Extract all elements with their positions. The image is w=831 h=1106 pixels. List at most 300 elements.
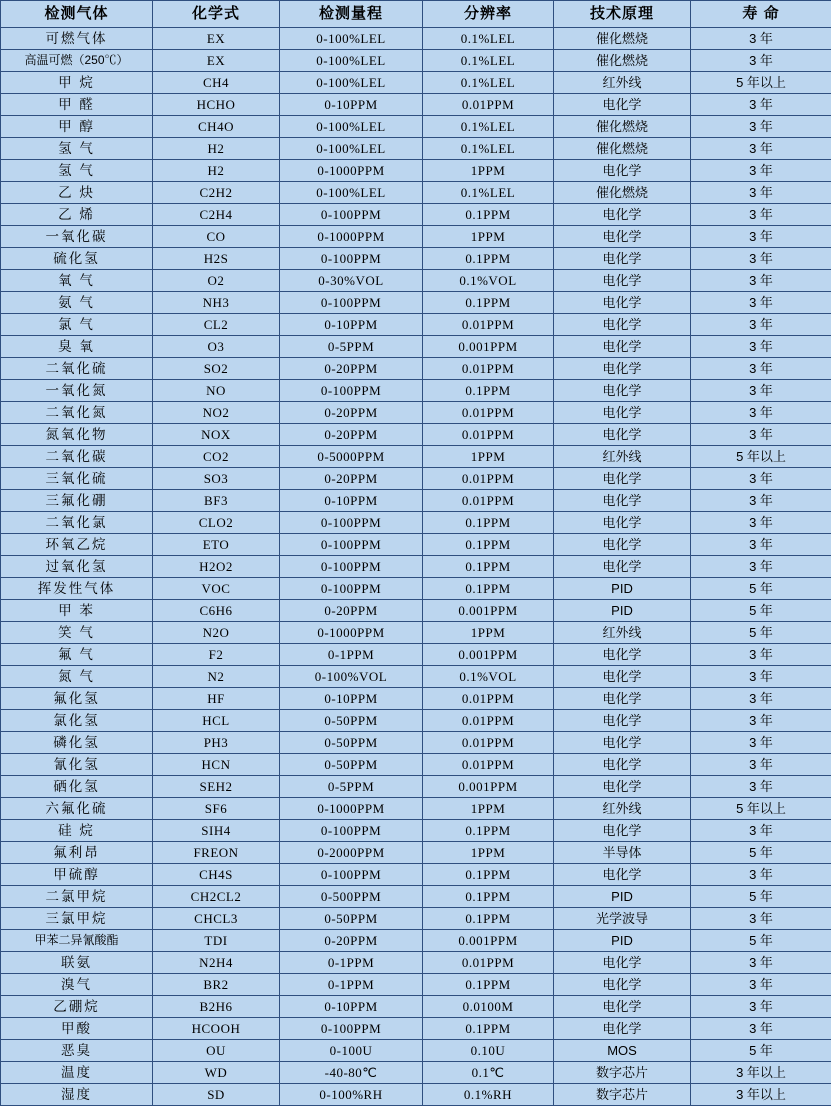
cell-formula: HF xyxy=(153,688,280,710)
table-row xyxy=(1,644,831,666)
cell-formula: HCL xyxy=(153,710,280,732)
cell-resolution: 0.1PPM xyxy=(423,578,554,600)
cell-gas: 环氧乙烷 xyxy=(1,534,153,556)
cell-resolution: 1PPM xyxy=(423,446,554,468)
table-row xyxy=(1,402,831,424)
cell-lifetime: 3 年 xyxy=(691,754,831,776)
cell-resolution: 0.01PPM xyxy=(423,314,554,336)
cell-resolution: 0.001PPM xyxy=(423,336,554,358)
cell-formula: SO2 xyxy=(153,358,280,380)
cell-principle: 电化学 xyxy=(554,864,691,886)
cell-principle: 光学波导 xyxy=(554,908,691,930)
cell-resolution: 0.1%VOL xyxy=(423,270,554,292)
cell-gas: 联氨 xyxy=(1,952,153,974)
cell-resolution: 0.01PPM xyxy=(423,490,554,512)
cell-range: 0-10PPM xyxy=(280,94,423,116)
cell-principle: 电化学 xyxy=(554,314,691,336)
cell-principle: 电化学 xyxy=(554,160,691,182)
cell-lifetime: 3 年 xyxy=(691,50,831,72)
cell-lifetime: 3 年 xyxy=(691,116,831,138)
cell-lifetime: 3 年 xyxy=(691,512,831,534)
table-row xyxy=(1,160,831,182)
cell-formula: BR2 xyxy=(153,974,280,996)
cell-gas: 溴气 xyxy=(1,974,153,996)
cell-gas: 氟化氢 xyxy=(1,688,153,710)
cell-lifetime: 3 年 xyxy=(691,666,831,688)
cell-formula: H2 xyxy=(153,160,280,182)
cell-principle: 红外线 xyxy=(554,72,691,94)
cell-formula: N2H4 xyxy=(153,952,280,974)
cell-principle: 电化学 xyxy=(554,468,691,490)
cell-formula: WD xyxy=(153,1062,280,1084)
cell-resolution: 0.10U xyxy=(423,1040,554,1062)
cell-gas: 二氧化硫 xyxy=(1,358,153,380)
cell-gas: 氢 气 xyxy=(1,160,153,182)
cell-formula: CHCL3 xyxy=(153,908,280,930)
cell-lifetime: 3 年 xyxy=(691,292,831,314)
cell-lifetime: 3 年 xyxy=(691,160,831,182)
cell-lifetime: 5 年 xyxy=(691,578,831,600)
table-row xyxy=(1,1018,831,1040)
cell-range: 0-1000PPM xyxy=(280,160,423,182)
cell-principle: 红外线 xyxy=(554,798,691,820)
cell-principle: 红外线 xyxy=(554,446,691,468)
cell-principle: 电化学 xyxy=(554,710,691,732)
cell-resolution: 0.01PPM xyxy=(423,468,554,490)
cell-resolution: 1PPM xyxy=(423,842,554,864)
cell-range: 0-100PPM xyxy=(280,248,423,270)
cell-formula: BF3 xyxy=(153,490,280,512)
cell-resolution: 0.01PPM xyxy=(423,94,554,116)
cell-principle: 催化燃烧 xyxy=(554,182,691,204)
cell-resolution: 0.1PPM xyxy=(423,864,554,886)
cell-range: 0-5000PPM xyxy=(280,446,423,468)
cell-lifetime: 5 年以上 xyxy=(691,446,831,468)
cell-principle: 数字芯片 xyxy=(554,1062,691,1084)
cell-resolution: 0.1%LEL xyxy=(423,138,554,160)
cell-principle: 电化学 xyxy=(554,644,691,666)
cell-gas: 三氧化硫 xyxy=(1,468,153,490)
cell-formula: N2O xyxy=(153,622,280,644)
column-header-formula: 化学式 xyxy=(153,1,280,28)
cell-gas: 氢 气 xyxy=(1,138,153,160)
cell-lifetime: 3 年 xyxy=(691,1018,831,1040)
cell-range: 0-100PPM xyxy=(280,534,423,556)
cell-principle: 电化学 xyxy=(554,688,691,710)
cell-range: 0-100%LEL xyxy=(280,138,423,160)
cell-lifetime: 3 年 xyxy=(691,380,831,402)
cell-range: 0-20PPM xyxy=(280,600,423,622)
table-row xyxy=(1,226,831,248)
table-row xyxy=(1,380,831,402)
table-row xyxy=(1,754,831,776)
cell-formula: O3 xyxy=(153,336,280,358)
cell-range: 0-1000PPM xyxy=(280,798,423,820)
cell-resolution: 0.1PPM xyxy=(423,292,554,314)
cell-lifetime: 3 年 xyxy=(691,864,831,886)
cell-formula: NOX xyxy=(153,424,280,446)
cell-resolution: 0.1PPM xyxy=(423,204,554,226)
table-row xyxy=(1,292,831,314)
cell-resolution: 0.01PPM xyxy=(423,710,554,732)
cell-range: 0-10PPM xyxy=(280,996,423,1018)
table-row xyxy=(1,952,831,974)
cell-formula: C6H6 xyxy=(153,600,280,622)
column-header-lifetime: 寿 命 xyxy=(691,1,831,28)
table-row xyxy=(1,732,831,754)
cell-resolution: 0.01PPM xyxy=(423,402,554,424)
cell-formula: H2O2 xyxy=(153,556,280,578)
cell-lifetime: 3 年 xyxy=(691,248,831,270)
cell-formula: FREON xyxy=(153,842,280,864)
cell-resolution: 1PPM xyxy=(423,798,554,820)
cell-formula: HCN xyxy=(153,754,280,776)
cell-gas: 甲 烷 xyxy=(1,72,153,94)
cell-resolution: 0.1PPM xyxy=(423,534,554,556)
cell-principle: 电化学 xyxy=(554,292,691,314)
table-row xyxy=(1,490,831,512)
cell-gas: 硒化氢 xyxy=(1,776,153,798)
cell-gas: 温度 xyxy=(1,1062,153,1084)
cell-range: 0-100%LEL xyxy=(280,72,423,94)
cell-resolution: 1PPM xyxy=(423,160,554,182)
table-row xyxy=(1,270,831,292)
cell-gas: 氯化氢 xyxy=(1,710,153,732)
cell-gas: 氮氧化物 xyxy=(1,424,153,446)
cell-gas: 氟利昂 xyxy=(1,842,153,864)
cell-principle: 电化学 xyxy=(554,534,691,556)
cell-lifetime: 5 年 xyxy=(691,886,831,908)
cell-gas: 甲硫醇 xyxy=(1,864,153,886)
cell-gas: 氮 气 xyxy=(1,666,153,688)
cell-range: 0-1000PPM xyxy=(280,226,423,248)
table-header-row xyxy=(1,1,831,28)
cell-lifetime: 3 年 xyxy=(691,534,831,556)
cell-gas: 氰化氢 xyxy=(1,754,153,776)
cell-principle: 电化学 xyxy=(554,732,691,754)
cell-range: 0-100%LEL xyxy=(280,116,423,138)
table-row xyxy=(1,1084,831,1106)
cell-formula: H2 xyxy=(153,138,280,160)
cell-resolution: 0.001PPM xyxy=(423,600,554,622)
cell-gas: 氯 气 xyxy=(1,314,153,336)
cell-lifetime: 5 年 xyxy=(691,622,831,644)
table-row xyxy=(1,930,831,952)
cell-principle: 电化学 xyxy=(554,820,691,842)
cell-formula: CLO2 xyxy=(153,512,280,534)
cell-formula: NH3 xyxy=(153,292,280,314)
cell-gas: 磷化氢 xyxy=(1,732,153,754)
cell-gas: 甲 醇 xyxy=(1,116,153,138)
cell-principle: 电化学 xyxy=(554,974,691,996)
cell-principle: 电化学 xyxy=(554,226,691,248)
cell-lifetime: 3 年 xyxy=(691,358,831,380)
table-row xyxy=(1,710,831,732)
cell-gas: 硅 烷 xyxy=(1,820,153,842)
cell-range: 0-20PPM xyxy=(280,468,423,490)
table-row xyxy=(1,248,831,270)
cell-range: 0-10PPM xyxy=(280,688,423,710)
cell-lifetime: 3 年 xyxy=(691,336,831,358)
cell-gas: 氧 气 xyxy=(1,270,153,292)
cell-gas: 二氧化氯 xyxy=(1,512,153,534)
cell-principle: 电化学 xyxy=(554,776,691,798)
table-row xyxy=(1,468,831,490)
cell-resolution: 0.01PPM xyxy=(423,688,554,710)
cell-lifetime: 3 年 xyxy=(691,908,831,930)
cell-range: 0-50PPM xyxy=(280,754,423,776)
cell-resolution: 0.1%LEL xyxy=(423,116,554,138)
cell-principle: 电化学 xyxy=(554,336,691,358)
cell-gas: 乙硼烷 xyxy=(1,996,153,1018)
cell-formula: O2 xyxy=(153,270,280,292)
cell-resolution: 0.01PPM xyxy=(423,732,554,754)
cell-range: 0-30%VOL xyxy=(280,270,423,292)
cell-lifetime: 5 年以上 xyxy=(691,798,831,820)
cell-lifetime: 3 年 xyxy=(691,820,831,842)
cell-formula: EX xyxy=(153,28,280,50)
cell-lifetime: 5 年以上 xyxy=(691,72,831,94)
cell-range: 0-5PPM xyxy=(280,336,423,358)
cell-gas: 乙 炔 xyxy=(1,182,153,204)
table-row xyxy=(1,94,831,116)
cell-gas: 笑 气 xyxy=(1,622,153,644)
cell-principle: 电化学 xyxy=(554,952,691,974)
cell-lifetime: 3 年 xyxy=(691,138,831,160)
cell-range: 0-1PPM xyxy=(280,974,423,996)
cell-formula: H2S xyxy=(153,248,280,270)
cell-resolution: 0.1%LEL xyxy=(423,72,554,94)
cell-resolution: 0.001PPM xyxy=(423,776,554,798)
cell-lifetime: 3 年以上 xyxy=(691,1062,831,1084)
cell-principle: 红外线 xyxy=(554,622,691,644)
cell-formula: TDI xyxy=(153,930,280,952)
cell-lifetime: 3 年 xyxy=(691,556,831,578)
cell-range: 0-100PPM xyxy=(280,204,423,226)
cell-principle: 电化学 xyxy=(554,556,691,578)
cell-gas: 一氧化碳 xyxy=(1,226,153,248)
table-row xyxy=(1,28,831,50)
cell-formula: OU xyxy=(153,1040,280,1062)
cell-lifetime: 3 年 xyxy=(691,402,831,424)
cell-lifetime: 3 年 xyxy=(691,182,831,204)
cell-gas: 高温可燃（250℃） xyxy=(1,50,153,72)
table-row xyxy=(1,820,831,842)
cell-lifetime: 3 年 xyxy=(691,28,831,50)
cell-formula: N2 xyxy=(153,666,280,688)
cell-lifetime: 3 年 xyxy=(691,688,831,710)
cell-lifetime: 3 年 xyxy=(691,226,831,248)
cell-principle: 电化学 xyxy=(554,204,691,226)
cell-principle: 电化学 xyxy=(554,94,691,116)
cell-resolution: 0.1%LEL xyxy=(423,50,554,72)
cell-resolution: 0.01PPM xyxy=(423,424,554,446)
cell-lifetime: 5 年 xyxy=(691,930,831,952)
cell-resolution: 0.1PPM xyxy=(423,886,554,908)
cell-resolution: 0.1PPM xyxy=(423,1018,554,1040)
cell-gas: 一氧化氮 xyxy=(1,380,153,402)
cell-principle: 电化学 xyxy=(554,490,691,512)
cell-range: 0-5PPM xyxy=(280,776,423,798)
cell-formula: B2H6 xyxy=(153,996,280,1018)
cell-principle: PID xyxy=(554,578,691,600)
cell-principle: 数字芯片 xyxy=(554,1084,691,1106)
table-row xyxy=(1,424,831,446)
table-row xyxy=(1,886,831,908)
cell-principle: 电化学 xyxy=(554,512,691,534)
table-row xyxy=(1,446,831,468)
cell-gas: 三氟化硼 xyxy=(1,490,153,512)
cell-range: 0-100%LEL xyxy=(280,50,423,72)
table-row xyxy=(1,622,831,644)
cell-range: 0-100PPM xyxy=(280,578,423,600)
cell-gas: 过氧化氢 xyxy=(1,556,153,578)
cell-range: 0-100PPM xyxy=(280,556,423,578)
cell-range: 0-20PPM xyxy=(280,424,423,446)
cell-resolution: 0.1%RH xyxy=(423,1084,554,1106)
cell-resolution: 0.01PPM xyxy=(423,754,554,776)
cell-gas: 甲 苯 xyxy=(1,600,153,622)
table-row xyxy=(1,842,831,864)
cell-resolution: 0.1PPM xyxy=(423,248,554,270)
cell-range: 0-50PPM xyxy=(280,908,423,930)
table-row xyxy=(1,688,831,710)
cell-lifetime: 3 年 xyxy=(691,490,831,512)
cell-principle: 半导体 xyxy=(554,842,691,864)
cell-principle: 电化学 xyxy=(554,380,691,402)
cell-lifetime: 3 年 xyxy=(691,952,831,974)
cell-resolution: 0.1PPM xyxy=(423,974,554,996)
cell-range: 0-1PPM xyxy=(280,644,423,666)
table-row xyxy=(1,204,831,226)
cell-formula: HCHO xyxy=(153,94,280,116)
column-header-principle: 技术原理 xyxy=(554,1,691,28)
cell-range: 0-100%LEL xyxy=(280,28,423,50)
cell-principle: PID xyxy=(554,930,691,952)
table-row xyxy=(1,138,831,160)
cell-range: 0-100PPM xyxy=(280,864,423,886)
cell-range: 0-50PPM xyxy=(280,710,423,732)
table-row xyxy=(1,1040,831,1062)
cell-principle: 催化燃烧 xyxy=(554,116,691,138)
cell-lifetime: 3 年 xyxy=(691,94,831,116)
table-row xyxy=(1,534,831,556)
cell-principle: MOS xyxy=(554,1040,691,1062)
cell-resolution: 0.1PPM xyxy=(423,380,554,402)
cell-lifetime: 3 年 xyxy=(691,776,831,798)
cell-range: 0-100PPM xyxy=(280,292,423,314)
cell-range: 0-50PPM xyxy=(280,732,423,754)
cell-gas: 湿度 xyxy=(1,1084,153,1106)
cell-range: 0-1PPM xyxy=(280,952,423,974)
cell-resolution: 0.01PPM xyxy=(423,358,554,380)
table-row xyxy=(1,336,831,358)
cell-gas: 氨 气 xyxy=(1,292,153,314)
cell-principle: 催化燃烧 xyxy=(554,138,691,160)
cell-gas: 臭 氧 xyxy=(1,336,153,358)
cell-gas: 二氧化碳 xyxy=(1,446,153,468)
cell-range: 0-10PPM xyxy=(280,490,423,512)
cell-lifetime: 3 年 xyxy=(691,974,831,996)
table-row xyxy=(1,996,831,1018)
cell-formula: F2 xyxy=(153,644,280,666)
cell-formula: ETO xyxy=(153,534,280,556)
cell-range: 0-100%RH xyxy=(280,1084,423,1106)
table-row xyxy=(1,556,831,578)
cell-lifetime: 3 年以上 xyxy=(691,1084,831,1106)
cell-resolution: 0.1%LEL xyxy=(423,28,554,50)
column-header-gas: 检测气体 xyxy=(1,1,153,28)
cell-gas: 三氯甲烷 xyxy=(1,908,153,930)
cell-lifetime: 3 年 xyxy=(691,710,831,732)
cell-resolution: 0.001PPM xyxy=(423,930,554,952)
cell-range: -40-80℃ xyxy=(280,1062,423,1084)
cell-resolution: 0.1PPM xyxy=(423,908,554,930)
table-row xyxy=(1,50,831,72)
table-row xyxy=(1,116,831,138)
cell-range: 0-100%VOL xyxy=(280,666,423,688)
cell-gas: 甲酸 xyxy=(1,1018,153,1040)
cell-gas: 氟 气 xyxy=(1,644,153,666)
cell-principle: 电化学 xyxy=(554,270,691,292)
cell-principle: 电化学 xyxy=(554,424,691,446)
column-header-range: 检测量程 xyxy=(280,1,423,28)
cell-range: 0-100PPM xyxy=(280,512,423,534)
cell-range: 0-100U xyxy=(280,1040,423,1062)
cell-formula: CH4S xyxy=(153,864,280,886)
cell-range: 0-100PPM xyxy=(280,820,423,842)
cell-principle: 电化学 xyxy=(554,666,691,688)
cell-formula: CO2 xyxy=(153,446,280,468)
cell-resolution: 0.1PPM xyxy=(423,512,554,534)
cell-gas: 挥发性气体 xyxy=(1,578,153,600)
cell-lifetime: 3 年 xyxy=(691,424,831,446)
cell-principle: 电化学 xyxy=(554,358,691,380)
cell-formula: SO3 xyxy=(153,468,280,490)
cell-lifetime: 5 年 xyxy=(691,842,831,864)
cell-resolution: 0.1%VOL xyxy=(423,666,554,688)
cell-lifetime: 3 年 xyxy=(691,732,831,754)
cell-formula: SD xyxy=(153,1084,280,1106)
cell-formula: EX xyxy=(153,50,280,72)
table-row xyxy=(1,358,831,380)
cell-range: 0-100PPM xyxy=(280,380,423,402)
cell-resolution: 1PPM xyxy=(423,622,554,644)
cell-formula: NO2 xyxy=(153,402,280,424)
cell-gas: 甲 醛 xyxy=(1,94,153,116)
cell-principle: 催化燃烧 xyxy=(554,50,691,72)
cell-principle: 电化学 xyxy=(554,248,691,270)
table-row xyxy=(1,512,831,534)
cell-formula: PH3 xyxy=(153,732,280,754)
cell-formula: C2H4 xyxy=(153,204,280,226)
cell-formula: CH2CL2 xyxy=(153,886,280,908)
table-row xyxy=(1,974,831,996)
table-row xyxy=(1,72,831,94)
cell-resolution: 0.001PPM xyxy=(423,644,554,666)
cell-gas: 硫化氢 xyxy=(1,248,153,270)
cell-lifetime: 3 年 xyxy=(691,468,831,490)
cell-range: 0-2000PPM xyxy=(280,842,423,864)
table-row xyxy=(1,1062,831,1084)
cell-formula: NO xyxy=(153,380,280,402)
column-header-resolution: 分辨率 xyxy=(423,1,554,28)
cell-resolution: 0.1℃ xyxy=(423,1062,554,1084)
table-row xyxy=(1,776,831,798)
table-row xyxy=(1,798,831,820)
cell-gas: 可燃气体 xyxy=(1,28,153,50)
cell-resolution: 0.1PPM xyxy=(423,556,554,578)
